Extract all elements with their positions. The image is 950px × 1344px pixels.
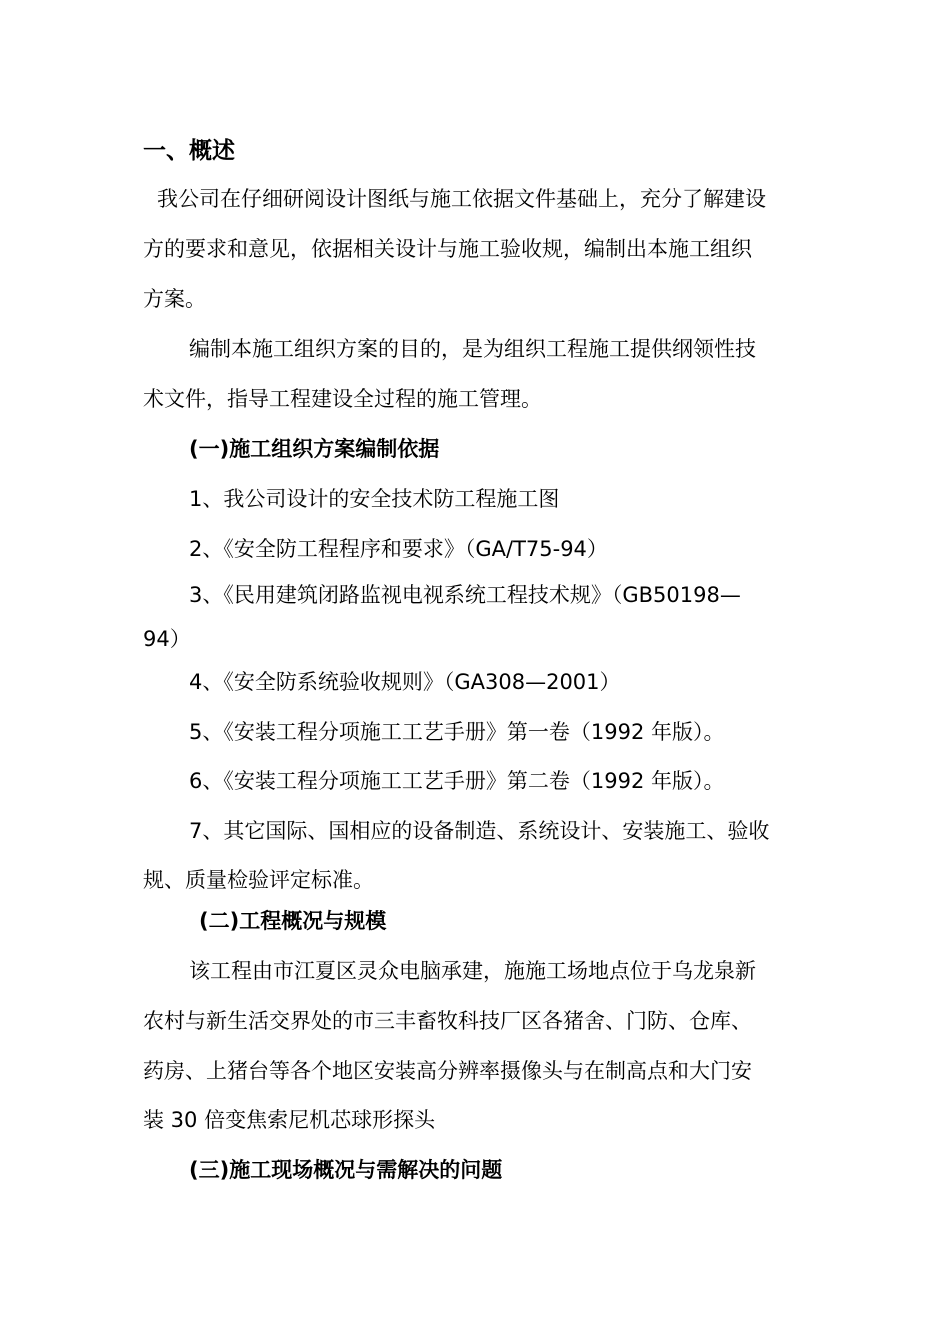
list-item: 4、《安全防系统验收规则》（GA308—2001）	[189, 670, 621, 694]
list-item: 2、《安全防工程程序和要求》（GA/T75-94）	[189, 537, 608, 561]
paragraph-line: 农村与新生活交界处的市三丰畜牧科技厂区各猪舍、门防、仓库、	[143, 1009, 752, 1033]
paragraph-line: 术文件，指导工程建设全过程的施工管理。	[143, 387, 542, 411]
section-heading-overview: 一、概述	[143, 138, 235, 164]
paragraph-line: 方案。	[143, 287, 206, 311]
list-item-continuation: 规、质量检验评定标准。	[143, 868, 374, 892]
list-item-continuation: 94）	[143, 627, 191, 651]
paragraph-line: 方的要求和意见，依据相关设计与施工验收规，编制出本施工组织	[143, 237, 752, 261]
paragraph-line: 编制本施工组织方案的目的，是为组织工程施工提供纲领性技	[189, 337, 756, 361]
paragraph-line: 我公司在仔细研阅设计图纸与施工依据文件基础上，充分了解建设	[157, 187, 766, 211]
list-item: 6、《安装工程分项施工工艺手册》第二卷（1992 年版）。	[189, 769, 725, 793]
paragraph-line: 装 30 倍变焦索尼机芯球形探头	[143, 1108, 436, 1132]
list-item: 7、其它国际、国相应的设备制造、系统设计、安装施工、验收	[189, 819, 770, 843]
subsection-heading-overview: (二)工程概况与规模	[199, 909, 387, 933]
list-item: 5、《安装工程分项施工工艺手册》第一卷（1992 年版）。	[189, 720, 725, 744]
list-item: 1、我公司设计的安全技术防工程施工图	[189, 487, 560, 511]
paragraph-line: 药房、上猪台等各个地区安装高分辨率摄像头与在制高点和大门安	[143, 1059, 752, 1083]
subsection-heading-basis: (一)施工组织方案编制依据	[189, 437, 440, 461]
list-item: 3、《民用建筑闭路监视电视系统工程技术规》（GB50198—	[189, 583, 741, 607]
paragraph-line: 该工程由市江夏区灵众电脑承建，施施工场地点位于乌龙泉新	[189, 959, 756, 983]
subsection-heading-site: (三)施工现场概况与需解决的问题	[189, 1158, 503, 1182]
